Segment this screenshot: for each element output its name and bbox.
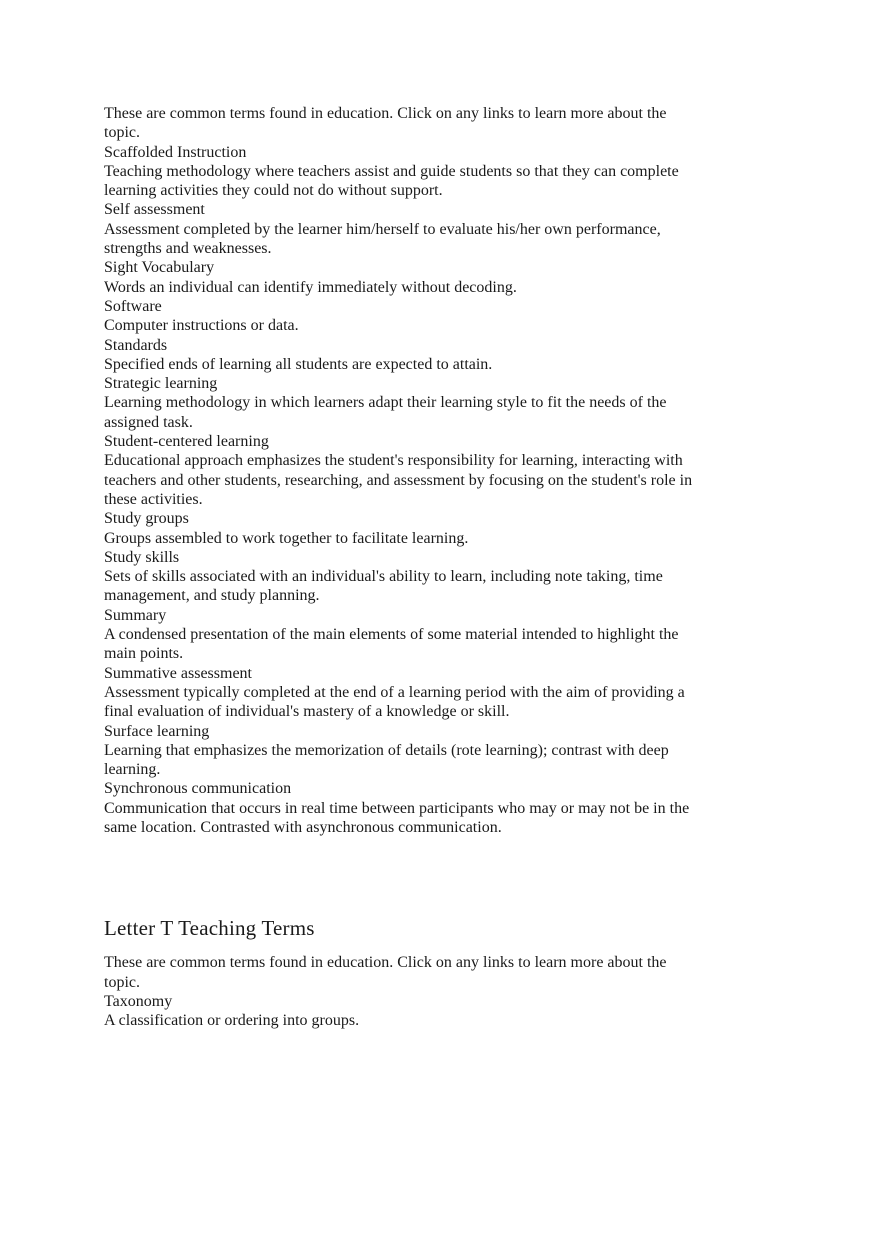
term-definition: Specified ends of learning all students are expected to attain. (104, 355, 493, 373)
term-title: Student-centered learning (104, 433, 269, 451)
term-definition: Sets of skills associated with an individual's ability to learn, including note taking, time management, and study planning. (104, 568, 663, 605)
term-definition: Words an individual can identify immediately without decoding. (104, 278, 517, 296)
term-definition: Communication that occurs in real time between participants who may or may not be in the same location. Contrasted with asynchronous communication. (104, 799, 690, 836)
term-definition: Assessment completed by the learner him/herself to evaluate his/her own performance, strengths and weaknesses. (104, 220, 661, 258)
term-definition: A classification or ordering into groups. (104, 1012, 360, 1030)
term-definition: Assessment typically completed at the end of a learning period with the aim of providing a final evaluation of individual's mastery of a knowledge or skill. (104, 683, 685, 721)
term-title: Summative assessment (104, 664, 252, 682)
term-title: Summary (104, 606, 167, 624)
term-definition: Learning that emphasizes the memorization of details (rote learning); contrast with deep learning. (104, 741, 669, 779)
section-heading: Letter T Teaching Terms (104, 916, 315, 941)
term-definition: Computer instructions or data. (104, 317, 299, 335)
term-title: Study groups (104, 510, 189, 528)
term-definition: Educational approach emphasizes the student's responsibility for learning, interacting with teachers and other students, researching, and assessment by focusing on the student's role in these activities. (104, 452, 693, 508)
term-title: Software (104, 297, 162, 315)
term-title: Self assessment (104, 201, 205, 219)
document-page (104, 104, 704, 1030)
term-title: Synchronous communication (104, 780, 292, 798)
term-title: Scaffolded Instruction (104, 143, 247, 161)
term-definition: Groups assembled to work together to facilitate learning. (104, 529, 469, 547)
intro-text: These are common terms found in education. Click on any links to learn more about the topic. (104, 105, 667, 142)
section-letter-s (104, 104, 704, 837)
term-title: Taxonomy (104, 992, 173, 1010)
term-title: Sight Vocabulary (104, 259, 215, 277)
term-title: Study skills (104, 548, 180, 566)
section-letter-t (104, 915, 704, 1030)
intro-text: These are common terms found in education. Click on any links to learn more about the topic. (104, 954, 667, 991)
term-title: Surface learning (104, 722, 210, 740)
term-definition: A condensed presentation of the main elements of some material intended to highlight the main points. (104, 626, 679, 663)
term-definition: Learning methodology in which learners adapt their learning style to fit the needs of the assigned task. (104, 394, 667, 431)
term-title: Strategic learning (104, 375, 218, 393)
term-definition: Teaching methodology where teachers assist and guide students so that they can complete learning activities they could not do without support. (104, 162, 679, 200)
term-title: Standards (104, 336, 168, 354)
